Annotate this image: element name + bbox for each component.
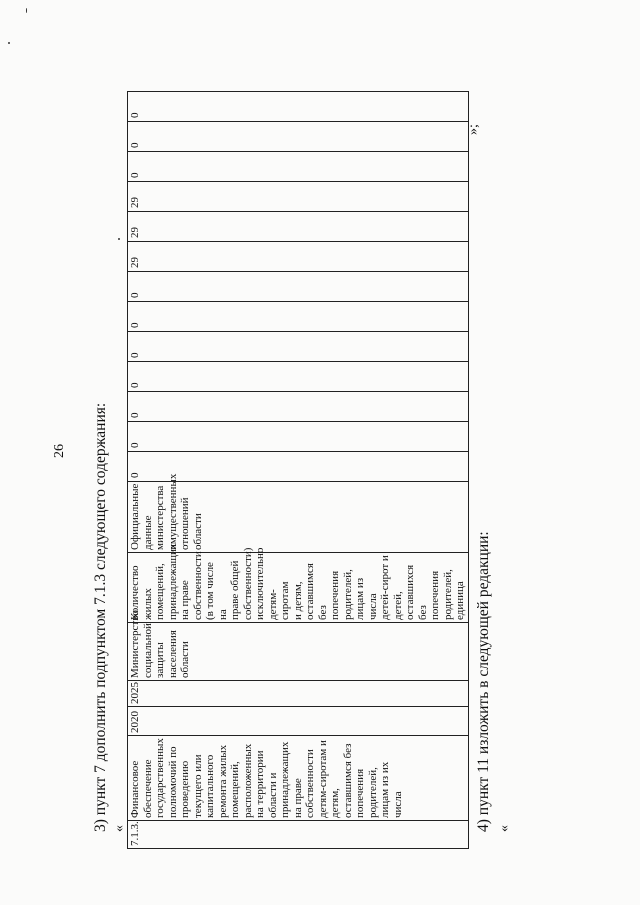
cell-value: 0 [128, 452, 469, 482]
cell-number: 7.1.3. [128, 821, 469, 849]
cell-value: 0 [128, 302, 469, 332]
opening-quote-second: « [497, 825, 512, 832]
cell-value: 29 [128, 182, 469, 212]
cell-value: 0 [128, 122, 469, 152]
closing-quote: »; [466, 124, 481, 135]
cell-value: 29 [128, 212, 469, 242]
cell-value: 0 [128, 272, 469, 302]
intro-paragraph: 3) пункт 7 дополнить подпунктом 7.1.3 следующего содержания: [92, 402, 109, 832]
table-row [128, 92, 469, 849]
indicator-table [127, 91, 469, 849]
cell-indicator: Количество жилых помещений, принадлежащих на праве собственности (в том числе на праве общей собственности) исключительно детям-сиротам и детям, оставшимся без попечения родителей, лицам из числа детей-сирот и детей, оставшихся без попечения родителей, единица [128, 553, 469, 623]
cell-measure-name: Финансовое обеспечение государственных полномочий по проведению текущего или капитального ремонта жилых помещений, расположенных на территории области и принадлежащих на праве собственности детям-сиротам и детям, оставшимся без попечения родителей, лицам из их числа [128, 736, 469, 821]
cell-year-end: 2025 [128, 681, 469, 707]
cell-value: 0 [128, 92, 469, 122]
cell-value: 0 [128, 332, 469, 362]
scan-speck [26, 8, 27, 13]
cell-value: 0 [128, 152, 469, 182]
scan-speck [118, 238, 120, 240]
cell-value: 0 [128, 392, 469, 422]
cell-data-source: Официальные данные министерства имущественных отношений области [128, 482, 469, 553]
cell-value: 0 [128, 362, 469, 392]
next-paragraph: 4) пункт 11 изложить в следующей редакции: [475, 531, 492, 832]
page-number: 26 [52, 444, 67, 458]
cell-value: 29 [128, 242, 469, 272]
cell-executor: Министерство социальной защиты населения области [128, 623, 469, 681]
cell-year-start: 2020 [128, 707, 469, 736]
cell-value: 0 [128, 422, 469, 452]
opening-quote: « [112, 825, 127, 832]
scan-speck [8, 42, 10, 44]
